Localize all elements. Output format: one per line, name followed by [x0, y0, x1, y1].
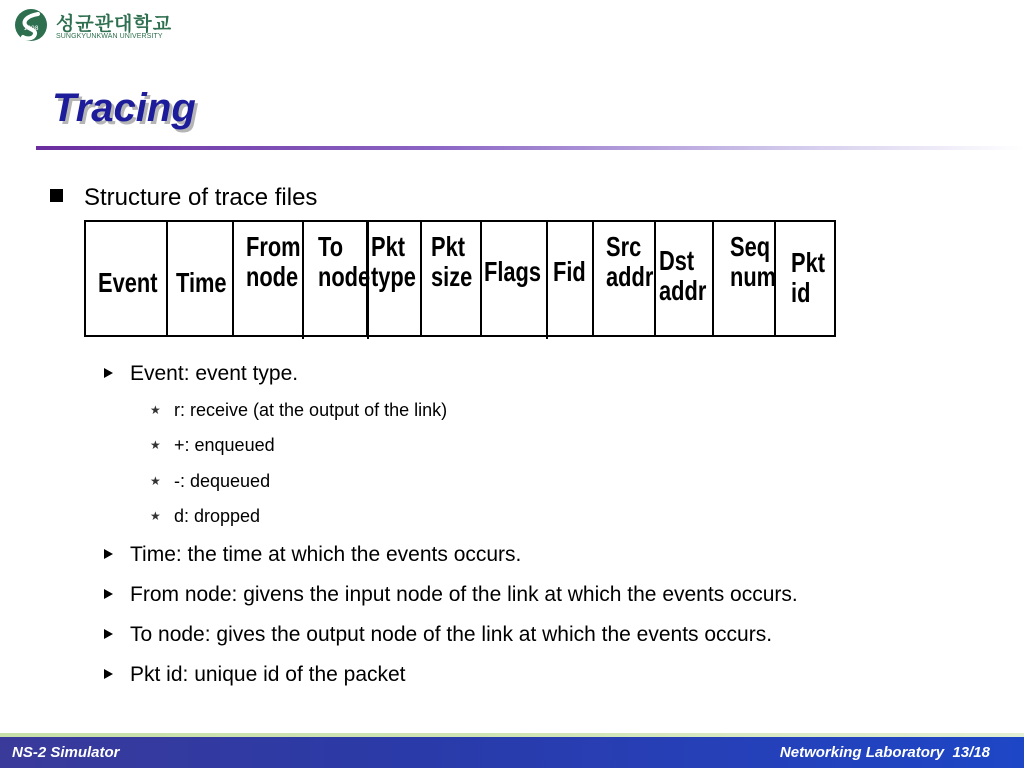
- logo-korean-name: 성균관대학교: [56, 13, 173, 35]
- triangle-bullet-icon: [104, 589, 113, 599]
- event-type-item: ★ r: receive (at the output of the link): [150, 400, 448, 420]
- event-bullet-text: Event: event type.: [130, 362, 299, 385]
- field-divider: [302, 222, 304, 339]
- field-src-addr: Src addr: [606, 231, 654, 292]
- university-emblem-icon: [14, 8, 48, 42]
- event-type-item: ★ +: enqueued: [150, 435, 275, 455]
- star-bullet-icon: ★: [150, 509, 161, 523]
- event-type-item: ★ -: dequeued: [150, 471, 271, 491]
- time-bullet: Time: the time at which the events occurs.: [104, 543, 521, 567]
- main-bullet: [50, 184, 317, 212]
- field-divider: [480, 222, 482, 335]
- field-fid: Fid: [553, 256, 586, 287]
- star-bullet-icon: ★: [150, 438, 161, 452]
- field-divider: [232, 222, 234, 335]
- field-divider: [592, 222, 594, 335]
- title-divider: [36, 146, 1024, 150]
- field-divider: [546, 222, 548, 339]
- field-pkt-type: Pkt type: [371, 231, 416, 292]
- field-pkt-size: Pkt size: [431, 231, 473, 292]
- square-bullet-icon: [50, 189, 63, 202]
- field-event: Event: [98, 267, 158, 298]
- field-from-node: From node: [246, 231, 301, 292]
- trace-structure-figure: [84, 220, 836, 337]
- footer-lab: Networking Laboratory: [779, 744, 945, 761]
- field-divider: [166, 222, 168, 335]
- triangle-bullet-icon: [104, 629, 113, 639]
- from-node-bullet: From node: givens the input node of the link at which the events occurs.: [104, 583, 798, 607]
- emblem-text: 1398: [23, 25, 39, 32]
- triangle-bullet-icon: [104, 368, 113, 378]
- field-dst-addr: Dst addr: [659, 245, 707, 306]
- footer-lab-page: [780, 744, 990, 761]
- field-pkt-id: Pkt id: [791, 247, 825, 308]
- page-number: 13/18: [952, 744, 990, 761]
- pkt-id-bullet: Pkt id: unique id of the packet: [104, 663, 406, 687]
- field-to-node: To node: [318, 231, 371, 292]
- event-bullet: [104, 362, 298, 386]
- logo-english-name: SUNGKYUNKWAN UNIVERSITY: [56, 33, 163, 40]
- triangle-bullet-icon: [104, 669, 113, 679]
- field-divider: [654, 222, 656, 335]
- event-type-item: ★ d: dropped: [150, 506, 261, 526]
- star-bullet-icon: ★: [150, 403, 161, 417]
- footer-course: NS-2 Simulator: [12, 744, 120, 761]
- footer-bar: [0, 737, 1024, 768]
- field-divider: [712, 222, 714, 335]
- field-divider: [420, 222, 422, 335]
- field-time: Time: [176, 267, 227, 298]
- to-node-bullet: To node: gives the output node of the link at which the events occurs.: [104, 623, 772, 647]
- field-seq-num: Seq num: [730, 231, 777, 292]
- star-bullet-icon: ★: [150, 474, 161, 488]
- main-bullet-text: Structure of trace files: [84, 184, 318, 211]
- triangle-bullet-icon: [104, 549, 113, 559]
- slide-title: Tracing: [52, 86, 196, 130]
- field-flags: Flags: [484, 256, 542, 287]
- university-logo: [14, 8, 174, 44]
